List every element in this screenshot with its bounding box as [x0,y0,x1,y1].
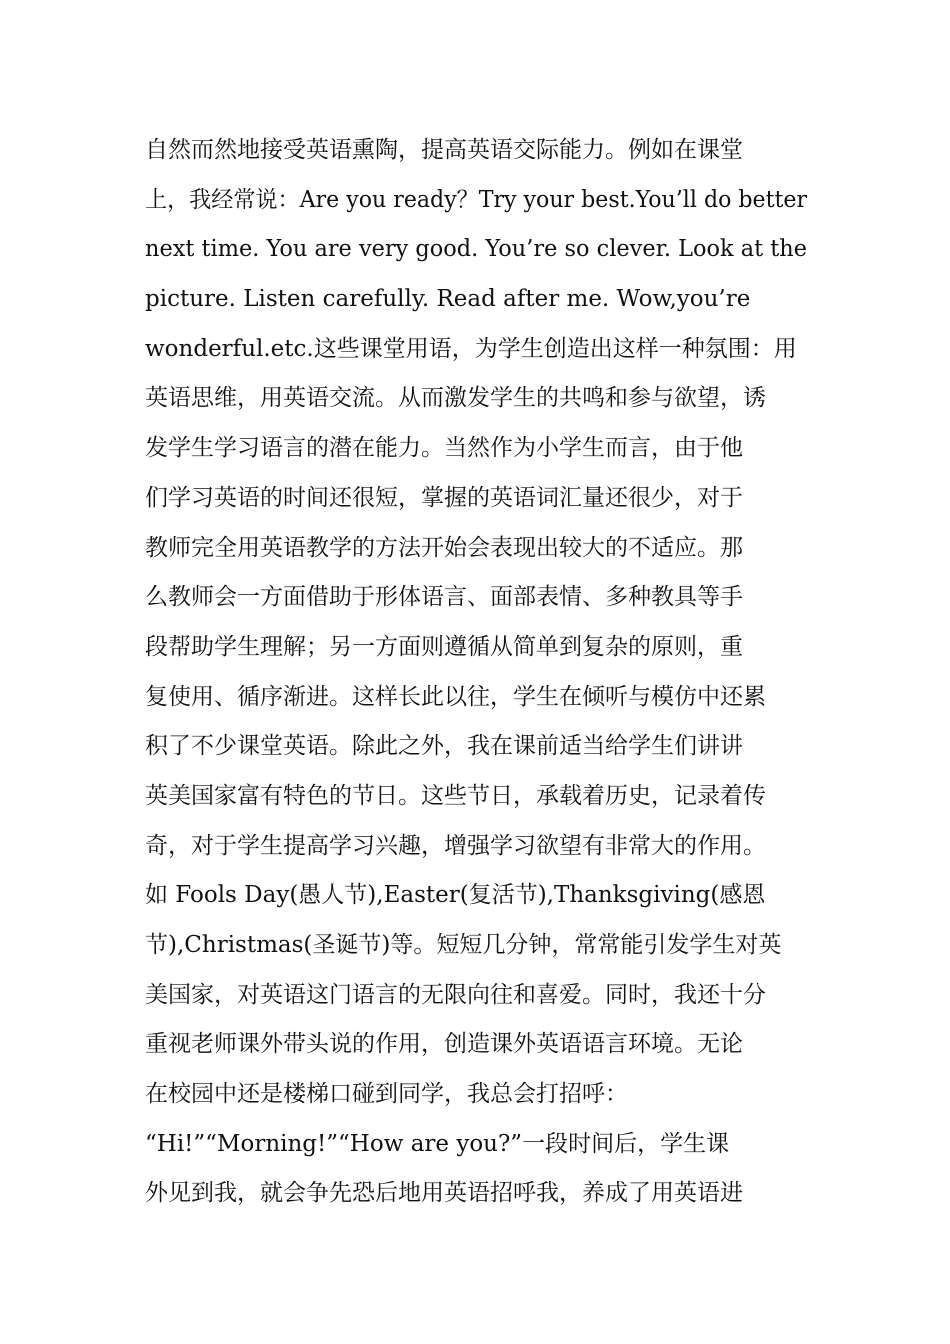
text-line-3: next time. You are very good. You’re so clever. Look at the [145,236,808,263]
text-line-10: 么教师会一方面借助于形体语言、面部表情、多种教具等手 [145,584,743,611]
text-line-2: 上，我经常说：Are you ready？Try your best.You’ll do better [145,186,808,213]
text-line-9: 教师完全用英语教学的方法开始会表现出较大的不适应。那 [145,534,743,561]
text-line-19: 重视老师课外带头说的作用，创造课外英语语言环境。无论 [145,1031,743,1058]
text-line-22: 外见到我，就会争先恐后地用英语招呼我，养成了用英语进 [145,1180,743,1207]
text-line-13: 积了不少课堂英语。除此之外，我在课前适当给学生们讲讲 [145,733,743,760]
body-paragraph [145,126,815,1219]
text-line-5: wonderful.etc.这些课堂用语，为学生创造出这样一种氛围：用 [145,335,797,362]
text-line-20: 在校园中还是楼梯口碰到同学，我总会打招呼： [145,1081,628,1108]
text-line-6: 英语思维，用英语交流。从而激发学生的共鸣和参与欲望，诱 [145,385,766,412]
text-line-7: 发学生学习语言的潜在能力。当然作为小学生而言，由于他 [145,435,743,462]
text-line-1: 自然而然地接受英语熏陶，提高英语交际能力。例如在课堂 [145,137,743,163]
text-line-11: 段帮助学生理解；另一方面则遵循从简单到复杂的原则，重 [145,633,743,660]
text-line-17: 节),Christmas(圣诞节)等。短短几分钟，常常能引发学生对英 [145,932,782,958]
text-line-16: 如 Fools Day(愚人节),Easter(复活节),Thanksgiving(感恩 [145,882,766,909]
text-line-12: 复使用、循序渐进。这样长此以往，学生在倾听与模仿中还累 [145,683,766,710]
text-line-4: picture. Listen carefully. Read after me. Wow,you’re [145,286,751,313]
text-line-14: 英美国家富有特色的节日。这些节日，承载着历史，记录着传 [145,782,766,809]
text-line-8: 们学习英语的时间还很短，掌握的英语词汇量还很少，对于 [145,484,743,511]
text-line-21: “Hi!”“Morning!”“How are you?”一段时间后，学生课 [145,1130,730,1157]
text-line-15: 奇，对于学生提高学习兴趣，增强学习欲望有非常大的作用。 [145,832,766,859]
text-line-18: 美国家，对英语这门语言的无限向往和喜爱。同时，我还十分 [145,981,766,1008]
